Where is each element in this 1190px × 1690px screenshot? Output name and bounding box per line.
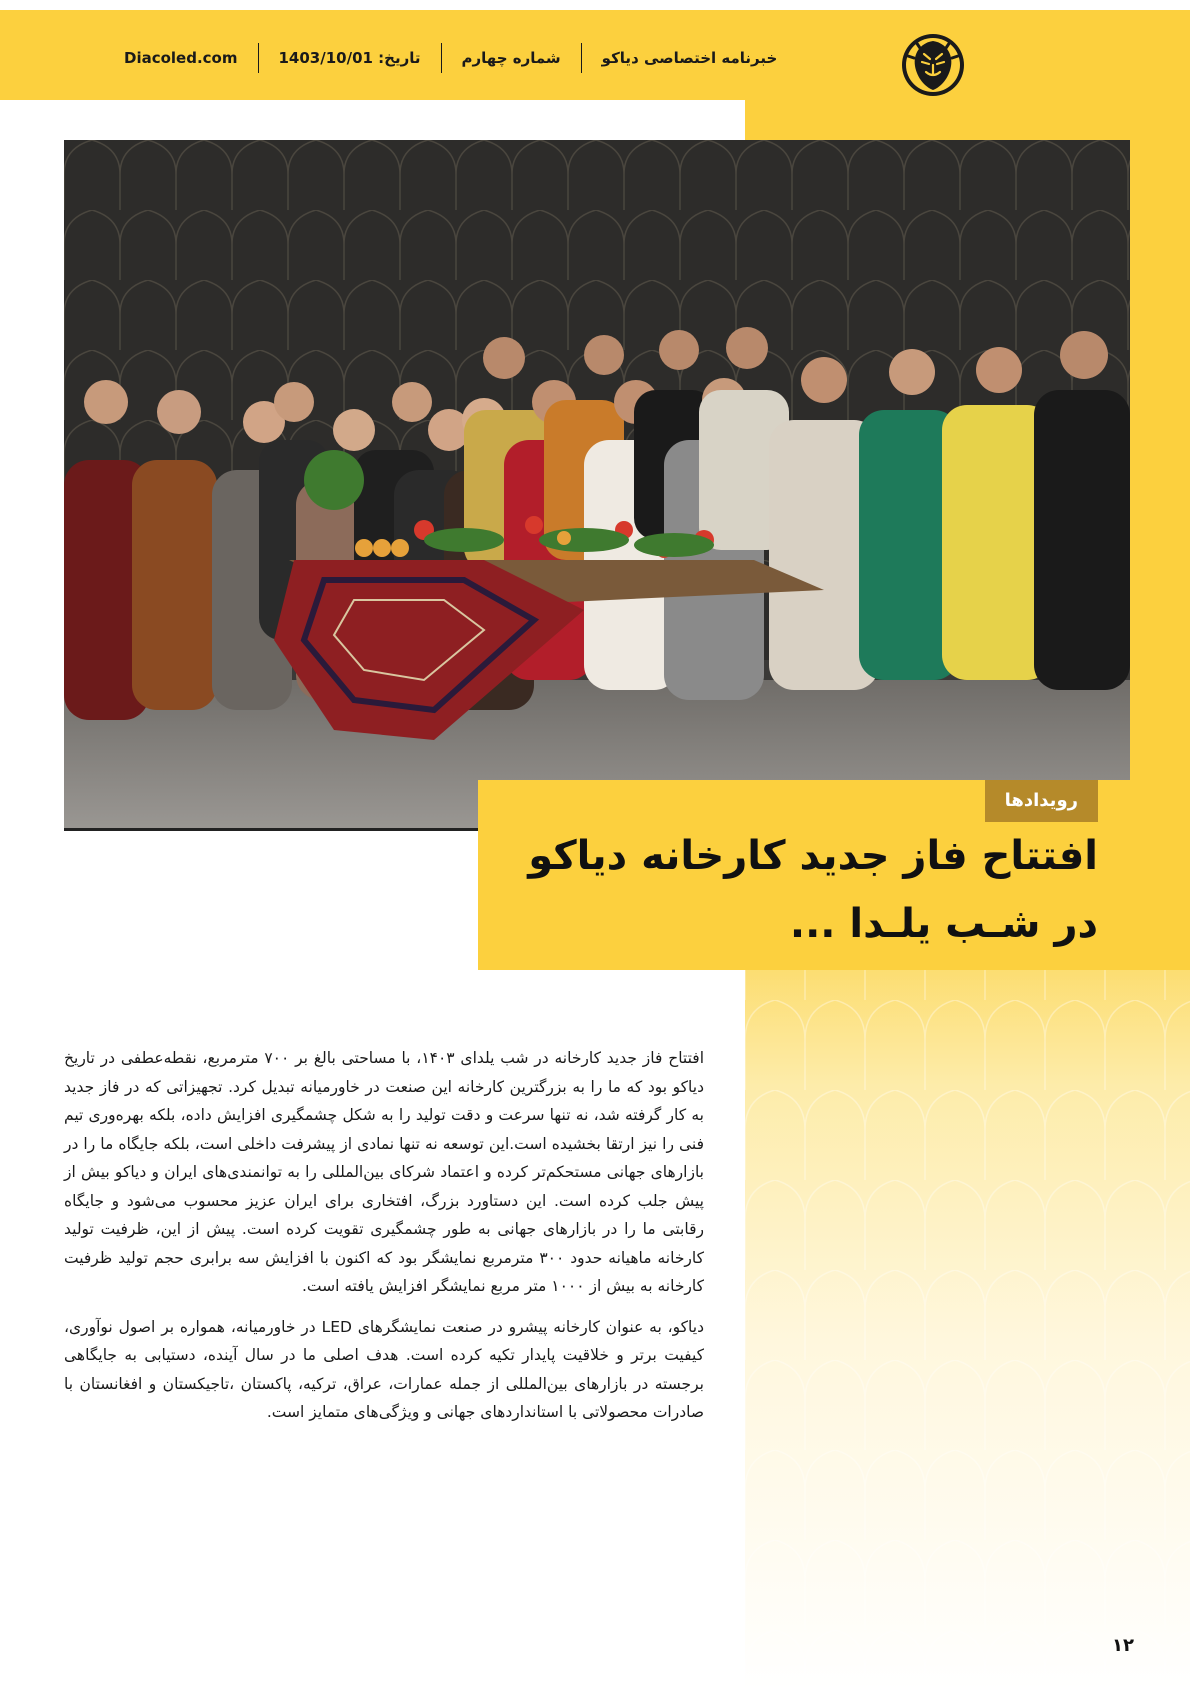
website-link[interactable]: Diacoled.com xyxy=(124,49,238,67)
team-group-photo xyxy=(64,140,1130,830)
page-number: ۱۲ xyxy=(1112,1635,1134,1656)
article-paragraph-2: دیاکو، به عنوان کارخانه پیشرو در صنعت نمایشگرهای LED در خاورمیانه، همواره بر اصول نوآوری، کیفیت برتر و خلاقیت پایدار تکیه کرده است. هدف اصلی ما در سال آینده، دستیابی به جایگاهی برجسته در بازارهای بین‌المللی از جمله عمارات، عراق، ترکیه، پاکستان ،تاجیکستان و افغانستان با صادرات محصولاتی با استانداردهای جهانی و ویژگی‌های متمایز است. xyxy=(64,1317,704,1421)
photo-border xyxy=(64,828,484,831)
headline-line-1: افتتاح فاز جدید کارخانه دیاکو xyxy=(528,833,1098,879)
article-headline xyxy=(498,822,1098,958)
issue-date: تاریخ: 1403/10/01 xyxy=(278,49,421,67)
header-meta-bar xyxy=(104,40,797,76)
top-margin xyxy=(0,0,1190,10)
article-body xyxy=(64,1044,704,1439)
category-tag[interactable]: رویدادها xyxy=(985,780,1098,822)
headline-line-2: در شـب یلـدا ... xyxy=(789,901,1098,947)
article-paragraph-1: افتتاح فاز جدید کارخانه در شب یلدای ۱۴۰۳، با مساحتی بالغ بر ۷۰۰ مترمربع، نقطه‌عطفی در تاریخ دیاکو بود که ما را به بزرگترین کارخانه این صنعت در خاورمیانه تبدیل کرد. تجهیزاتی که در فاز جدید به کار گرفته شد، نه تنها سرعت و دقت تولید را به شکل چشمگیری افزایش داده، بلکه بهره‌وری تیم فنی را نیز ارتقا بخشیده است.این توسعه نه تنها نمادی از پیشرفت داخلی است، بلکه جایگاه ما را در بازارهای جهانی مستحکم‌تر کرده و اعتماد شرکای بین‌المللی را به توانمندی‌های ایران و دیاکو بیش از پیش جلب کرده است. این دستاورد بزرگ، افتخاری برای ایران عزیز محسوب می‌شود و جایگاه رقابتی ما را در بازارهای جهانی به طور چشمگیری تقویت کرده است. پیش از این، ظرفیت تولید کارخانه ماهیانه حدود ۳۰۰ مترمربع نمایشگر بود که اکنون با افزایش سه برابری حجم تولید ظرفیت کارخانه به بیش از ۱۰۰۰ متر مربع نمایشگر افزایش یافته است. xyxy=(64,1049,704,1295)
lion-head-logo-icon xyxy=(900,32,966,98)
newsletter-header xyxy=(0,10,1190,100)
issue-number: شماره چهارم xyxy=(461,49,561,67)
newsletter-title: خبرنامه اختصاصی دیاکو xyxy=(601,49,778,67)
photo-scene xyxy=(64,140,1130,830)
